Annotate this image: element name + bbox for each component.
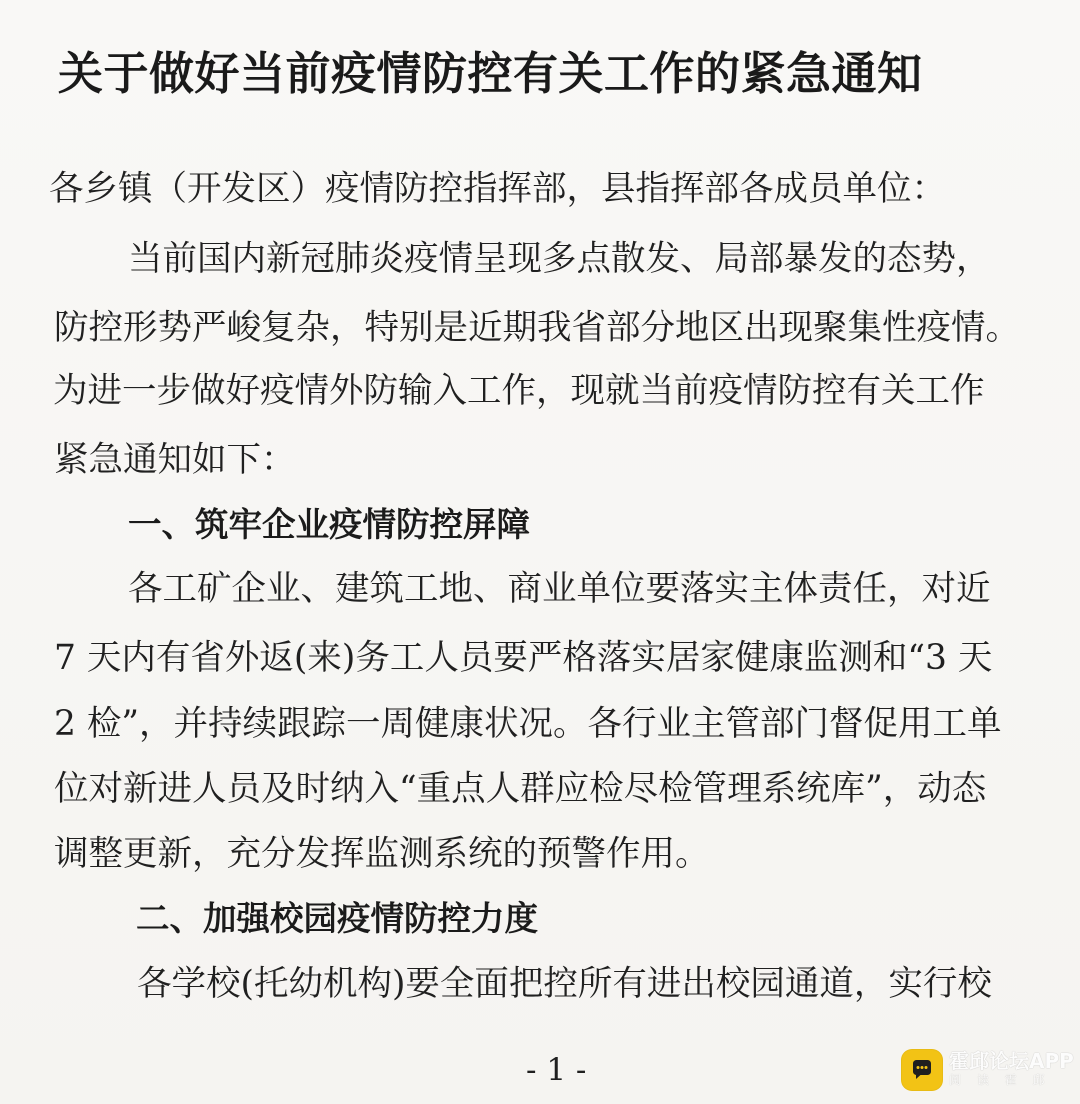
paragraph-line: 紧急通知如下： (54, 440, 296, 480)
paragraph-line: 当前国内新冠肺炎疫情呈现多点散发、局部暴发的态势， (128, 239, 991, 279)
section-1-line: 调整更新，充分发挥监测系统的预警作用。 (54, 834, 710, 874)
section-2-line: 各学校(托幼机构)要全面把控所有进出校园通道，实行校 (137, 964, 992, 1004)
paragraph-line: 防控形势严峻复杂，特别是近期我省部分地区出现聚集性疫情。 (54, 308, 1020, 348)
section-1-line: 各工矿企业、建筑工地、商业单位要落实主体责任，对近 (128, 569, 991, 609)
document-salutation: 各乡镇（开发区）疫情防控指挥部，县指挥部各成员单位： (49, 169, 946, 209)
section-1-line: 2 检”，并持续跟踪一周健康状况。各行业主管部门督促用工单 (54, 704, 1002, 744)
watermark-app-name: 霍邱论坛APP (949, 1049, 1074, 1073)
section-1-line: 7 天内有省外返(来)务工人员要严格落实居家健康监测和“3 天 (54, 638, 993, 678)
section-heading-1: 一、筑牢企业疫情防控屏障 (128, 505, 530, 544)
page-number: - 1 - (526, 1052, 587, 1088)
app-watermark (901, 1048, 1074, 1096)
paragraph-line: 为进一步做好疫情外防输入工作，现就当前疫情防控有关工作 (53, 371, 985, 411)
section-1-line: 位对新进人员及时纳入“重点人群应检尽检管理系统库”，动态 (54, 769, 987, 809)
document-title: 关于做好当前疫情防控有关工作的紧急通知 (58, 47, 923, 100)
section-heading-2: 二、加强校园疫情防控力度 (136, 899, 538, 938)
watermark-tagline: 阅 读 霍 邱 (949, 1073, 1051, 1087)
chat-bubble-icon (901, 1049, 943, 1091)
